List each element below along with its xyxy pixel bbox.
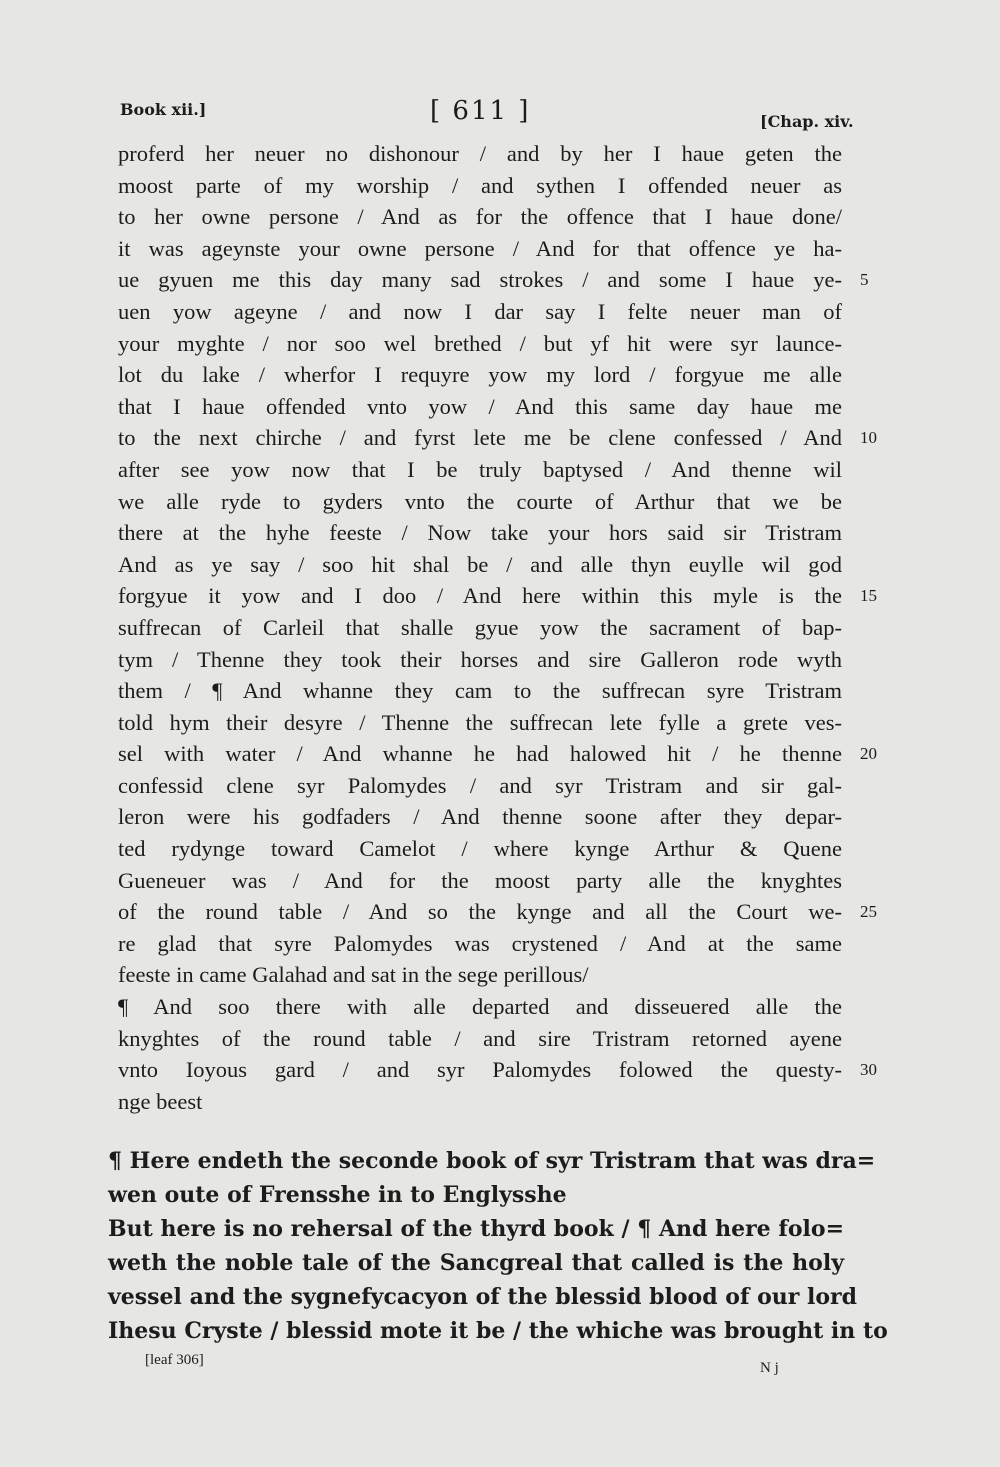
line-text: your myghte / nor soo wel brethed / but yf hit were syr launce- bbox=[118, 330, 842, 356]
text-line bbox=[118, 422, 877, 454]
text-line bbox=[118, 296, 842, 328]
text-line bbox=[118, 770, 842, 802]
text-line bbox=[118, 707, 842, 739]
line-text: knyghtes of the round table / and sire Tristram retorned ayene bbox=[118, 1025, 842, 1051]
line-text: proferd her neuer no dishonour / and by her I haue geten the bbox=[118, 141, 842, 166]
line-text: of the round table / And so the kynge and all the Court we- bbox=[118, 899, 842, 925]
text-line bbox=[118, 644, 842, 676]
line-text: tym / Thenne they took their horses and sire Galleron rode wyth bbox=[118, 646, 842, 672]
line-text: told hym their desyre / Thenne the suffrecan lete fylle a grete ves- bbox=[118, 709, 842, 735]
text-line bbox=[118, 138, 842, 170]
text-line bbox=[118, 391, 842, 423]
text-line bbox=[118, 264, 869, 296]
line-text: that I haue offended vnto yow / And this same day haue me bbox=[118, 393, 842, 419]
line-text: after see yow now that I be truly baptysed / And thenne wil bbox=[118, 456, 842, 482]
colophon-line: vessel and the sygnefycacyon of the blessid blood of our lord bbox=[108, 1284, 857, 1310]
line-text: ted rydynge toward Camelot / where kynge Arthur & Quene bbox=[118, 836, 842, 862]
text-line bbox=[118, 833, 842, 865]
colophon-line: Ihesu Cryste / blessid mote it be / the whiche was brought in to bbox=[108, 1318, 888, 1344]
line-text: it was ageynste your owne persone / And for that offence ye ha- bbox=[118, 235, 842, 261]
line-text: forgyue it yow and I doo / And here within this myle is the bbox=[118, 583, 842, 609]
line-text: nge beest bbox=[118, 1088, 203, 1114]
line-text: ¶ And soo there with alle departed and disseuered alle the bbox=[118, 994, 842, 1020]
line-text: moost parte of my worship / and sythen I offended neuer as bbox=[118, 172, 842, 198]
line-text: ue gyuen me this day many sad strokes / and some I haue ye- bbox=[118, 267, 842, 293]
text-line bbox=[118, 549, 842, 581]
line-text: And as ye say / soo hit shal be / and alle thyn euylle wil god bbox=[118, 551, 842, 577]
line-text: them / ¶ And whanne they cam to the suffrecan syre Tristram bbox=[118, 678, 842, 704]
page-number: [ 611 ] bbox=[430, 96, 531, 126]
text-line bbox=[118, 233, 842, 265]
text-line bbox=[118, 738, 877, 770]
text-line bbox=[118, 201, 842, 233]
line-number: 5 bbox=[860, 270, 869, 290]
line-text: there at the hyhe feeste / Now take your hors said sir Tristram bbox=[118, 520, 842, 546]
line-text: Gueneuer was / And for the moost party alle the knyghtes bbox=[118, 867, 842, 893]
text-line bbox=[118, 359, 842, 391]
book-number: Book xii.] bbox=[120, 100, 207, 119]
text-line bbox=[118, 991, 842, 1023]
text-line bbox=[118, 959, 842, 991]
chapter-number: [Chap. xiv. bbox=[760, 112, 854, 131]
text-line bbox=[118, 1086, 842, 1118]
text-line bbox=[118, 580, 877, 612]
line-number: 15 bbox=[860, 586, 877, 606]
line-text: confessid clene syr Palomydes / and syr Tristram and sir gal- bbox=[118, 772, 842, 798]
leaf-reference: [leaf 306] bbox=[145, 1352, 204, 1368]
colophon-line: wen oute of Frensshe in to Englysshe bbox=[108, 1182, 567, 1208]
line-text: re glad that syre Palomydes was crystened / And at the same bbox=[118, 930, 842, 956]
line-text: to her owne persone / And as for the offence that I haue done/ bbox=[118, 204, 842, 230]
text-line bbox=[118, 170, 842, 202]
text-line bbox=[118, 1023, 842, 1055]
colophon-line: But here is no rehersal of the thyrd book / ¶ And here folo= bbox=[108, 1216, 844, 1242]
text-line bbox=[118, 486, 842, 518]
text-line bbox=[118, 801, 842, 833]
line-number: 30 bbox=[860, 1060, 877, 1080]
text-line bbox=[118, 928, 842, 960]
text-line bbox=[118, 675, 842, 707]
colophon-line: weth the noble tale of the Sancgreal that called is the holy bbox=[108, 1250, 844, 1276]
line-text: we alle ryde to gyders vnto the courte of Arthur that we be bbox=[118, 488, 842, 514]
text-line bbox=[118, 454, 842, 486]
body-text bbox=[118, 138, 877, 1117]
text-line bbox=[118, 612, 842, 644]
line-text: leron were his godfaders / And thenne soone after they depar- bbox=[118, 804, 842, 830]
colophon-blackletter bbox=[108, 1144, 888, 1348]
line-text: vnto Ioyous gard / and syr Palomydes folowed the questy- bbox=[118, 1057, 842, 1083]
line-number: 20 bbox=[860, 744, 877, 764]
line-number: 10 bbox=[860, 428, 877, 448]
line-text: lot du lake / wherfor I requyre yow my lord / forgyue me alle bbox=[118, 362, 842, 388]
text-line bbox=[118, 328, 842, 360]
line-text: suffrecan of Carleil that shalle gyue yow the sacrament of bap- bbox=[118, 614, 842, 640]
line-text: uen yow ageyne / and now I dar say I felte neuer man of bbox=[118, 298, 842, 324]
line-number: 25 bbox=[860, 902, 877, 922]
text-line bbox=[118, 517, 842, 549]
text-line bbox=[118, 896, 877, 928]
line-text: to the next chirche / and fyrst lete me be clene confessed / And bbox=[118, 425, 842, 451]
line-text: feeste in came Galahad and sat in the sege perillous/ bbox=[118, 962, 589, 988]
line-text: sel with water / And whanne he had halowed hit / he thenne bbox=[118, 741, 842, 767]
signature-mark: N j bbox=[760, 1360, 779, 1376]
colophon-line: ¶ Here endeth the seconde book of syr Tristram that was dra= bbox=[108, 1148, 876, 1174]
text-line bbox=[118, 1054, 877, 1086]
text-line bbox=[118, 865, 842, 897]
